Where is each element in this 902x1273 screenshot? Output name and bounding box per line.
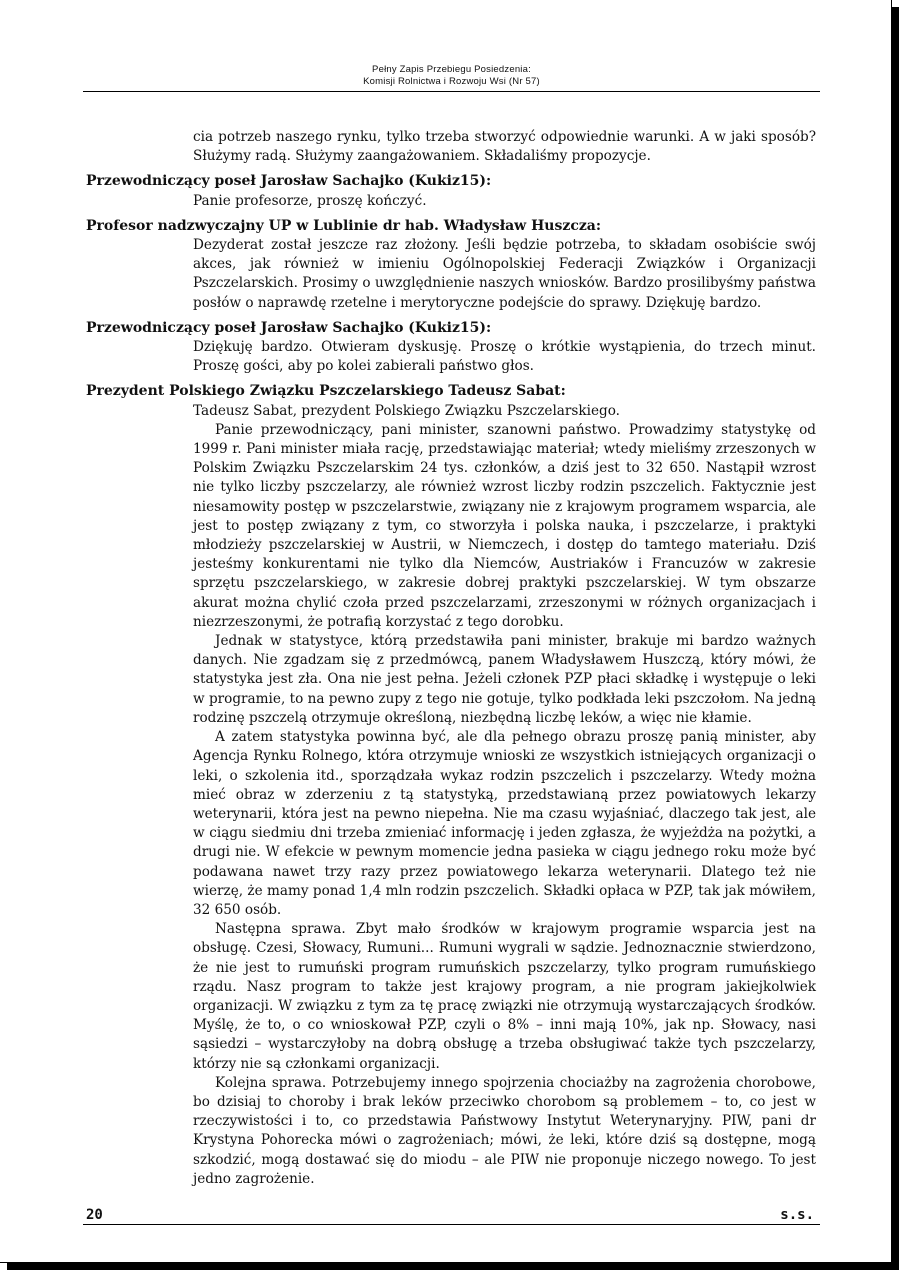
speech-block	[193, 402, 816, 1189]
footer-mark: s.s.	[780, 1207, 814, 1223]
speech-paragraph: Następna sprawa. Zbyt mało środków w krajowym programie wsparcia jest na obsługę. Czesi, Słowacy, Rumuni... Rumuni wygrali w sądzie. Jednoznacznie stwierdzono, że nie jest to rumuński program rumuńskich pszczelarzy, tylko program rumuńskiego rządu. Nasz program to także jest krajowy program, a nie program jakiejkolwiek organizacji. W związku z tym za tę pracę związki nie otrzymują wystarczających środków. Myślę, że to, o co wnioskował PZP, czyli o 8% – inni mają 10%, jak np. Słowacy, nasi sąsiedzi – wystarczyłoby na dobrą obsługę a trzeba obsługiwać także tych pszczelarzy, którzy nie są członkami organizacji.	[193, 921, 816, 1072]
speech-text: Panie profesorze, proszę kończyć.	[193, 192, 427, 209]
footer-rule	[83, 1224, 820, 1225]
speaker-name: Profesor nadzwyczajny UP w Lublinie dr hab. Władysław Huszcza:	[86, 217, 602, 234]
continued-paragraph: cia potrzeb naszego rynku, tylko trzeba stworzyć odpowiednie warunki. A w jaki sposób? Służymy radą. Służymy zaangażowaniem. Składaliśmy propozycje.	[193, 129, 816, 165]
header-line-1: Pełny Zapis Przebiegu Posiedzenia:	[372, 64, 531, 75]
speech-paragraph: Tadeusz Sabat, prezydent Polskiego Związku Pszczelarskiego.	[193, 402, 620, 419]
running-header	[83, 64, 820, 88]
header-rule	[83, 91, 820, 92]
speech-paragraph: Jednak w statystyce, którą przedstawiła pani minister, brakuje mi bardzo ważnych danych. Nie zgadzam się z przedmówcą, panem Władysławem Huszczą, który mówi, że statystyka jest zła. Ona nie jest pełna. Jeżeli członek PZP płaci składkę i występuje o leki w programie, to na pewno zupy z tego nie gotuje, tylko podkłada leki pszczołom. Na jedną rodzinę pszczelą otrzymuje określoną, niezbędną liczbę leków, a więc nie kłamie.	[193, 633, 816, 726]
speaker-name: Przewodniczący poseł Jarosław Sachajko (Kukiz15):	[86, 173, 492, 190]
speaker-name: Prezydent Polskiego Związku Pszczelarskiego Tadeusz Sabat:	[86, 383, 566, 400]
transcript-body	[86, 128, 816, 1189]
speech-paragraph: A zatem statystyka powinna być, ale dla pełnego obrazu proszę panią minister, aby Agencja Rynku Rolnego, która otrzymuje wnioski ze wszystkich istniejących organizacji o leki, o szkolenia itd., sporządzała wykaz rodzin pszczelich i pszczelarzy. Wtedy można mieć obraz w zderzeniu z tą statystyką, przedstawianą przez powiatowych lekarzy weterynarii, która jest na pewno niepełna. Nie ma czasu wyjaśniać, dlaczego tak jest, ale w ciągu siedmiu dni trzeba zmieniać informację i jeden zgłasza, że wyjeżdża na pożytki, a drugi nie. W efekcie w pewnym momencie jedna pasieka w ciągu jednego roku może być podawana nawet trzy razy przez powiatowego lekarza weterynarii. Dlatego też nie wierzę, że mamy ponad 1,4 mln rodzin pszczelich. Składki opłaca w PZP, tak jak mówiłem, 32 650 osób.	[193, 729, 816, 918]
header-line-2: Komisji Rolnictwa i Rozwoju Wsi (Nr 57)	[363, 76, 540, 87]
speech-text: Dezyderat został jeszcze raz złożony. Jeśli będzie potrzeba, to składam osobiście swój akces, jak również w imieniu Ogólnopolskiej Federacji Związków i Organizacji Pszczelarskich. Prosimy o uwzględnienie naszych wniosków. Bardzo prosilibyśmy państwa posłów o naprawdę rzetelne i merytoryczne podejście do sprawy. Dziękuję bardzo.	[193, 237, 816, 311]
speech-paragraph: Panie przewodniczący, pani minister, szanowni państwo. Prowadzimy statystykę od 1999 r. Pani minister miała rację, przedstawiając materiał; wtedy mieliśmy zrzeszonych w Polskim Związku Pszczelarskim 24 tys. członków, a dziś jest to 32 650. Nastąpił wzrost nie tylko liczby pszczelarzy, ale również wzrost liczby rodzin pszczelich. Faktycznie jest niesamowity postęp w pszczelarstwie, związany nie z krajowym programem wsparcia, ale jest to postęp związany z tym, co stworzyła i polska nauka, i pszczelarze, i praktyki młodzieży pszczelarskiej w Austrii, w Niemczech, i dostęp do tamtego materiału. Dziś jesteśmy konkurentami nie tylko dla Niemców, Austriaków i Francuzów w zakresie sprzętu pszczelarskiego, w zakresie dobrej praktyki pszczelarskiej. W tym obszarze akurat można chylić czoła przed pszczelarzami, zrzeszonymi w różnych organizacjach i niezrzeszonymi, że potrafią korzystać z tego dorobku.	[193, 421, 816, 630]
page-number: 20	[86, 1207, 103, 1223]
speech-text: Dziękuję bardzo. Otwieram dyskusję. Proszę o krótkie wystąpienia, do trzech minut. Proszę gości, aby po kolei zabierali państwo głos.	[193, 339, 816, 375]
speech-paragraph: Kolejna sprawa. Potrzebujemy innego spojrzenia chociażby na zagrożenia chorobowe, bo dzisiaj to choroby i brak leków przeciwko chorobom są problemem – to, co jest w rzeczywistości i to, co przedstawia Państwowy Instytut Weterynaryjny. PIW, pani dr Krystyna Pohorecka mówi o zagrożeniach; mówi, że leki, które dziś są dostępne, mogą szkodzić, mogą dostawać się do miodu – ale PIW nie proponuje niczego nowego. To jest jedno zagrożenie.	[193, 1074, 816, 1187]
speaker-name: Przewodniczący poseł Jarosław Sachajko (Kukiz15):	[86, 319, 492, 336]
